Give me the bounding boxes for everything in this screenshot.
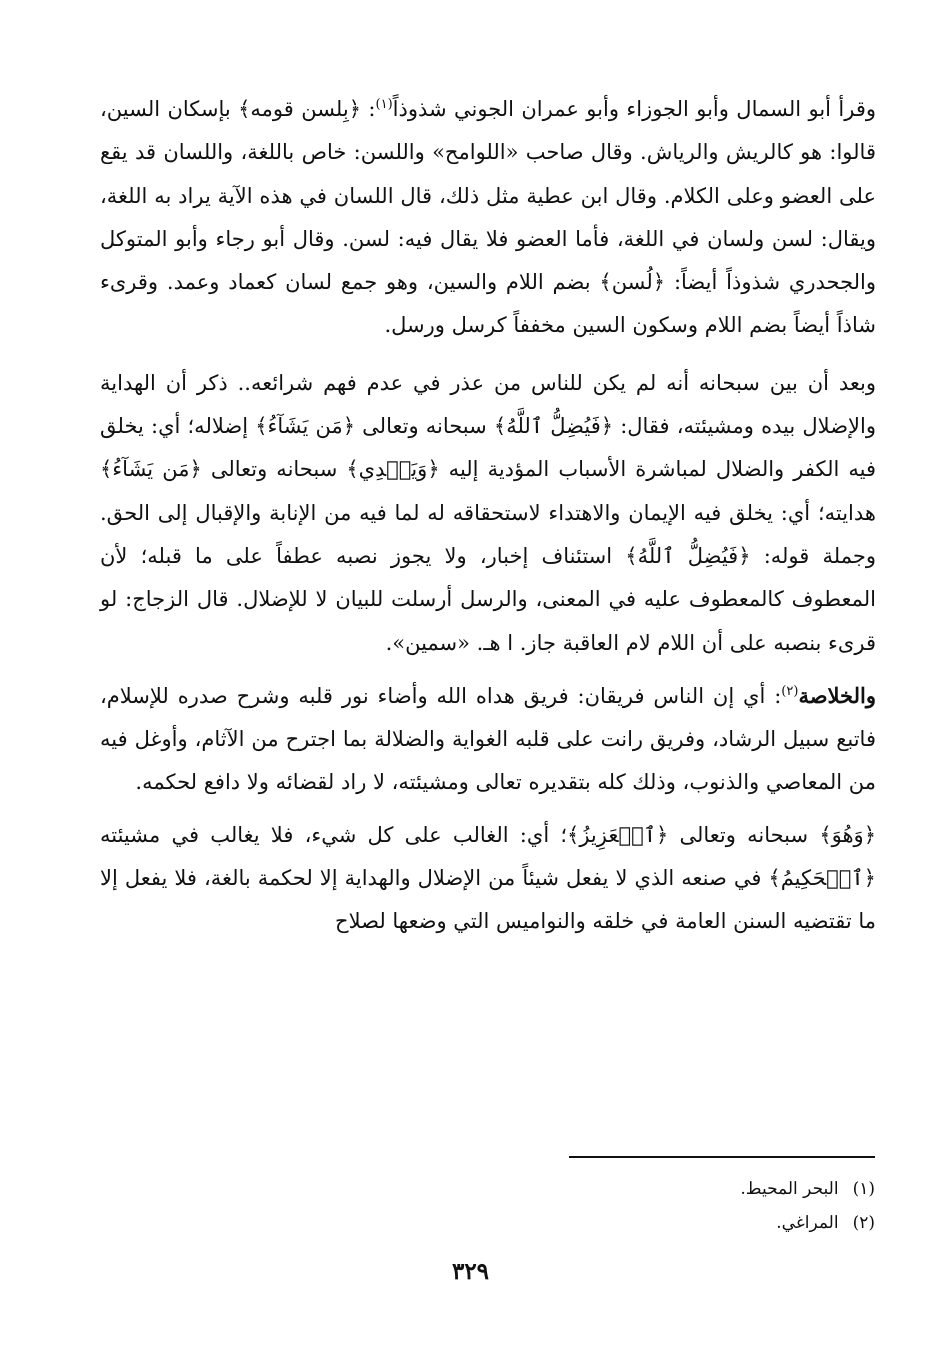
paragraph-2-text: وبعد أن بين سبحانه أنه لم يكن للناس من عذر في عدم فهم شرائعه.. ذكر أن الهداية والإضلال بيده ومشيئته، فقال: ﴿فَيُضِلُّ ٱللَّهُ﴾ سبحانه وتعالى ﴿مَن يَشَآءُ﴾ إضلاله؛ أي: يخلق فيه الكفر والضلال لمباشرة الأسباب المؤدية إليه ﴿وَيَهۡدِي﴾ سبحانه وتعالى ﴿مَن يَشَآءُ﴾ هدايته؛ أي: يخلق فيه الإيمان والاهتداء لاستحقاقه له لما فيه من الإنابة والإقبال إلى الحق. وجملة قوله: ﴿فَيُضِلُّ ٱللَّهُ﴾ استئناف إخبار، ولا يجوز نصبه عطفاً على ما قبله؛ لأن المعطوف كالمعطوف عليه في المعنى، والرسل أرسلت للبيان لا للإضلال. قال الزجاج: لو قرىء بنصبه على أن اللام لام العاقبة جاز. ا هـ. «سمين».: [100, 370, 876, 655]
footnote-2-text: المراغي.: [776, 1213, 839, 1233]
footnotes: [475, 1172, 875, 1240]
paragraph-4: [100, 814, 876, 944]
footnote-ref-1: (١): [375, 97, 393, 112]
footnote-1: [475, 1172, 875, 1206]
footnote-divider: [569, 1156, 875, 1158]
paragraph-2: [100, 362, 876, 665]
page-number: ٣٢٩: [451, 1258, 490, 1285]
paragraph-3-text: : أي إن الناس فريقان: فريق هداه الله وأضاء نور قلبه وشرح صدره للإسلام، فاتبع سبيل الرشاد، وفريق رانت على قلبه الغواية والضلالة بما اجترح من الآثام، وأوغل فيه من المعاصي والذنوب، وذلك كله بتقديره تعالى ومشيئته، لا راد لقضائه ولا دافع لحكمه.: [100, 683, 876, 795]
paragraph-3: [100, 674, 876, 805]
footnote-2-number: (٢): [852, 1213, 875, 1233]
footnote-1-text: البحر المحيط.: [740, 1179, 839, 1199]
page-body: [100, 88, 876, 944]
paragraph-4-text: ﴿وَهُوَ﴾ سبحانه وتعالى ﴿ٱلۡعَزِيزُ﴾؛ أي: الغالب على كل شيء، فلا يغالب في مشيئته ﴿ٱلۡحَكِيمُ﴾ في صنعه الذي لا يفعل شيئاً من الإضلال والهداية إلا لحكمة بالغة، فلا يفعل إلا ما تقتضيه السنن العامة في خلقه والنواميس التي وضعها لصلاح: [100, 822, 876, 934]
footnote-ref-2: (٢): [781, 683, 799, 699]
footnote-1-number: (١): [852, 1179, 875, 1199]
paragraph-1-text: : ﴿بِلسن قومه﴾ بإسكان السين، قالوا: هو كالريش والرياش. وقال صاحب «اللوامح» واللسن: خاص باللغة، واللسان قد يقع على العضو وعلى الكلام. وقال ابن عطية مثل ذلك، قال اللسان في هذه الآية يراد به اللغة، ويقال: لسن ولسان في اللغة، فأما العضو فلا يقال فيه: لسن. وقال أبو رجاء وأبو المتوكل والجحدري شذوذاً أيضاً: ﴿لُسن﴾ بضم اللام والسين، وهو جمع لسان كعماد وعمد. وقرىء شاذاً أيضاً بضم اللام وسكون السين مخففاً كرسل ورسل.: [100, 97, 876, 338]
paragraph-3-lead: والخلاصة: [798, 682, 876, 708]
footnote-2: [475, 1206, 875, 1240]
paragraph-1: [100, 88, 876, 348]
paragraph-1-lead: وقرأ أبو السمال وأبو الجوزاء وأبو عمران الجوني شذوذاً: [392, 97, 876, 121]
